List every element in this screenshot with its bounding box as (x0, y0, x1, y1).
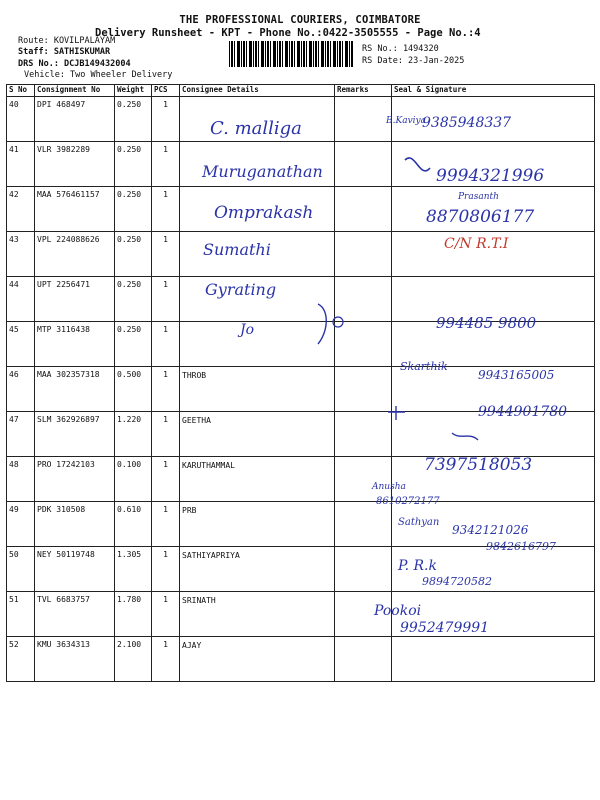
row-weight: 0.500 (115, 367, 152, 412)
row-sno: 48 (7, 457, 35, 502)
row-pcs: 1 (152, 412, 180, 457)
row-consignee: SRINATH (180, 592, 335, 637)
row-sno: 51 (7, 592, 35, 637)
row-sno: 45 (7, 322, 35, 367)
row-consignee: KARUTHAMMAL (180, 457, 335, 502)
handwritten-name: C. malliga (210, 118, 302, 139)
signature: Sathyan (398, 517, 440, 528)
handwritten-name: Muruganathan (202, 162, 323, 181)
row-consignment-no: PDK 310508 (35, 502, 115, 547)
row-weight: 0.100 (115, 457, 152, 502)
signature-phone: 9385948337 (422, 115, 512, 131)
signature-phone: 994485 9800 (436, 314, 537, 332)
row-pcs: 1 (152, 457, 180, 502)
row-sno: 40 (7, 97, 35, 142)
col-consignment: Consignment No (35, 85, 115, 97)
signature: P. R.k (398, 558, 437, 574)
row-pcs: 1 (152, 322, 180, 367)
row-consignee: PRB (180, 502, 335, 547)
vehicle-label: Vehicle: Two Wheeler Delivery (24, 70, 173, 80)
handwritten-name: Omprakash (214, 203, 314, 223)
signature-phone: 9342121026 (452, 523, 529, 537)
rs-date: RS Date: 23-Jan-2025 (362, 56, 465, 66)
row-consignment-no: DPI 468497 (35, 97, 115, 142)
col-remarks: Remarks (335, 85, 392, 97)
route-label: Route: KOVILPALAYAM (18, 36, 116, 46)
row-pcs: 1 (152, 592, 180, 637)
handwritten-name: Jo (240, 322, 255, 338)
row-consignment-no: TVL 6683757 (35, 592, 115, 637)
signature-phone: 8610272177 (376, 496, 440, 507)
row-weight: 0.250 (115, 277, 152, 322)
remark-rti: C/N R.T.I (444, 236, 509, 252)
signature: Anusha (372, 482, 406, 492)
signature-phone: 9943165005 (478, 368, 555, 382)
row-pcs: 1 (152, 367, 180, 412)
row-pcs: 1 (152, 97, 180, 142)
row-weight: 2.100 (115, 637, 152, 682)
handwritten-name: Sumathi (203, 240, 271, 259)
row-pcs: 1 (152, 187, 180, 232)
row-pcs: 1 (152, 502, 180, 547)
row-consignment-no: PRO 17242103 (35, 457, 115, 502)
row-weight: 0.250 (115, 232, 152, 277)
row-weight: 0.250 (115, 142, 152, 187)
row-consignment-no: MAA 576461157 (35, 187, 115, 232)
col-signature: Seal & Signature (392, 85, 595, 97)
row-consignment-no: KMU 3634313 (35, 637, 115, 682)
signature-phone: 9894720582 (422, 575, 492, 588)
signature: Prasanth (458, 192, 499, 202)
staff-label: Staff: SATHISKUMAR (18, 47, 111, 57)
row-sno: 46 (7, 367, 35, 412)
signature-phone: 9842616797 (486, 540, 556, 553)
row-weight: 1.305 (115, 547, 152, 592)
row-sno: 52 (7, 637, 35, 682)
row-sno: 43 (7, 232, 35, 277)
row-sno: 44 (7, 277, 35, 322)
signature: Skarthik (400, 360, 448, 373)
row-weight: 0.610 (115, 502, 152, 547)
runsheet-title: Delivery Runsheet - KPT - Phone No.:0422-3505555 - Page No.:4 (95, 27, 481, 39)
row-consignment-no: MAA 302357318 (35, 367, 115, 412)
drs-label: DRS No.: DCJB149432004 (18, 59, 131, 69)
signature-phone: 8870806177 (426, 207, 535, 227)
row-pcs: 1 (152, 547, 180, 592)
signature-phone: 9952479991 (400, 620, 490, 636)
row-pcs: 1 (152, 142, 180, 187)
handwritten-name: Gyrating (205, 280, 277, 299)
row-weight: 0.250 (115, 187, 152, 232)
row-sno: 42 (7, 187, 35, 232)
row-sno: 49 (7, 502, 35, 547)
row-consignee: SATHIYAPRIYA (180, 547, 335, 592)
signature-phone: 9944901780 (478, 404, 568, 420)
col-pcs: PCS (152, 85, 180, 97)
row-consignee: AJAY (180, 637, 335, 682)
row-sno: 50 (7, 547, 35, 592)
row-consignment-no: VPL 224088626 (35, 232, 115, 277)
row-consignment-no: SLM 362926897 (35, 412, 115, 457)
row-consignee: THROB (180, 367, 335, 412)
row-weight: 0.250 (115, 322, 152, 367)
row-pcs: 1 (152, 232, 180, 277)
row-sno: 41 (7, 142, 35, 187)
col-consignee: Consignee Details (180, 85, 335, 97)
company-title: THE PROFESSIONAL COURIERS, COIMBATORE (179, 14, 421, 26)
col-sno: S No (7, 85, 35, 97)
col-weight: Weight (115, 85, 152, 97)
row-pcs: 1 (152, 277, 180, 322)
rs-number: RS No.: 1494320 (362, 44, 439, 54)
signature: B.Kaviya (386, 116, 426, 126)
row-consignment-no: UPT 2256471 (35, 277, 115, 322)
signature-phone: 7397518053 (424, 455, 533, 475)
row-sno: 47 (7, 412, 35, 457)
row-pcs: 1 (152, 637, 180, 682)
signature: Pookoi (374, 603, 422, 619)
row-consignment-no: VLR 3982289 (35, 142, 115, 187)
row-consignee: GEETHA (180, 412, 335, 457)
row-consignment-no: MTP 3116438 (35, 322, 115, 367)
row-weight: 1.220 (115, 412, 152, 457)
row-consignment-no: NEY 50119748 (35, 547, 115, 592)
signature-phone: 9994321996 (436, 166, 545, 186)
row-weight: 0.250 (115, 97, 152, 142)
row-weight: 1.780 (115, 592, 152, 637)
